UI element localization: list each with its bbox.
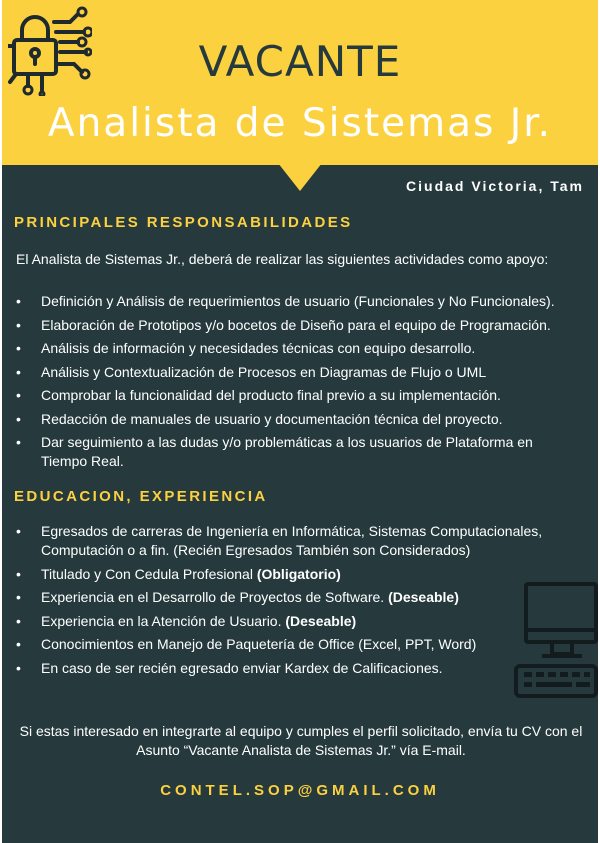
responsibilities-heading: PRINCIPALES RESPONSABILIDADES: [14, 214, 353, 231]
list-item-text: En caso de ser recién egresado enviar Kardex de Calificaciones.: [41, 659, 443, 676]
responsibilities-intro: El Analista de Sistemas Jr., deberá de realizar las siguientes actividades como apoyo:: [16, 251, 549, 267]
education-heading: EDUCACION, EXPERIENCIA: [14, 488, 268, 505]
title-vacante: VACANTE: [198, 37, 402, 86]
desirable-tag: (Deseable): [285, 612, 357, 629]
list-item: • Dar seguimiento a las dudas y/o problemáticas a los usuarios de Plataforma en Tiempo Real.: [2, 433, 572, 471]
list-item: [2, 612, 562, 631]
list-item: • Análisis y Contextualización de Procesos en Diagramas de Flujo o UML: [2, 363, 572, 382]
list-item: [2, 659, 562, 678]
list-item: [2, 522, 562, 560]
list-item-text: Egresados de carreras de Ingeniería en Informática, Sistemas Computacionales, Computación o a fin. (Recién Egresados También son Considerados): [41, 523, 543, 558]
responsibilities-list: [2, 292, 572, 476]
closing-text: Si estas interesado en integrarte al equipo y cumples el perfil solicitado, envía tu CV con el Asunto “Vacante Analista de Sistemas Jr.” vía E-mail.: [19, 723, 583, 758]
list-item: • Definición y Análisis de requerimientos de usuario (Funcionales y No Funcionales).: [2, 292, 572, 311]
list-item: • Redacción de manuales de usuario y documentación técnica del proyecto.: [2, 410, 572, 429]
list-item-text: Conocimientos en Manejo de Paquetería de Office (Excel, PPT, Word): [41, 636, 477, 652]
list-item: [2, 635, 562, 654]
list-item-text: Titulado y Con Cedula Profesional: [41, 565, 257, 582]
location-text: Ciudad Victoria, Tam: [406, 178, 584, 194]
required-tag: (Obligatorio): [256, 565, 341, 582]
list-item: • Análisis de información y necesidades técnicas con equipo desarrollo.: [2, 339, 572, 358]
contact-email[interactable]: CONTEL.SOP@GMAIL.COM: [160, 782, 440, 799]
header-pointer: [278, 163, 322, 191]
list-item: • Comprobar la funcionalidad del producto final previo a su implementación.: [2, 386, 572, 405]
list-item: [2, 565, 562, 584]
desirable-tag: (Deseable): [388, 589, 459, 605]
vacancy-poster: [2, 0, 598, 843]
list-item-text: Experiencia en la Atención de Usuario.: [41, 612, 286, 629]
computer-keyboard-icon: [512, 580, 598, 702]
title-position: Analista de Sistemas Jr.: [47, 101, 553, 146]
list-item: [2, 588, 562, 607]
education-list: [2, 522, 562, 682]
list-item-text: Experiencia en el Desarrollo de Proyectos de Software.: [41, 589, 389, 605]
list-item: • Elaboración de Prototipos y/o bocetos de Diseño para el equipo de Programación.: [2, 316, 572, 335]
